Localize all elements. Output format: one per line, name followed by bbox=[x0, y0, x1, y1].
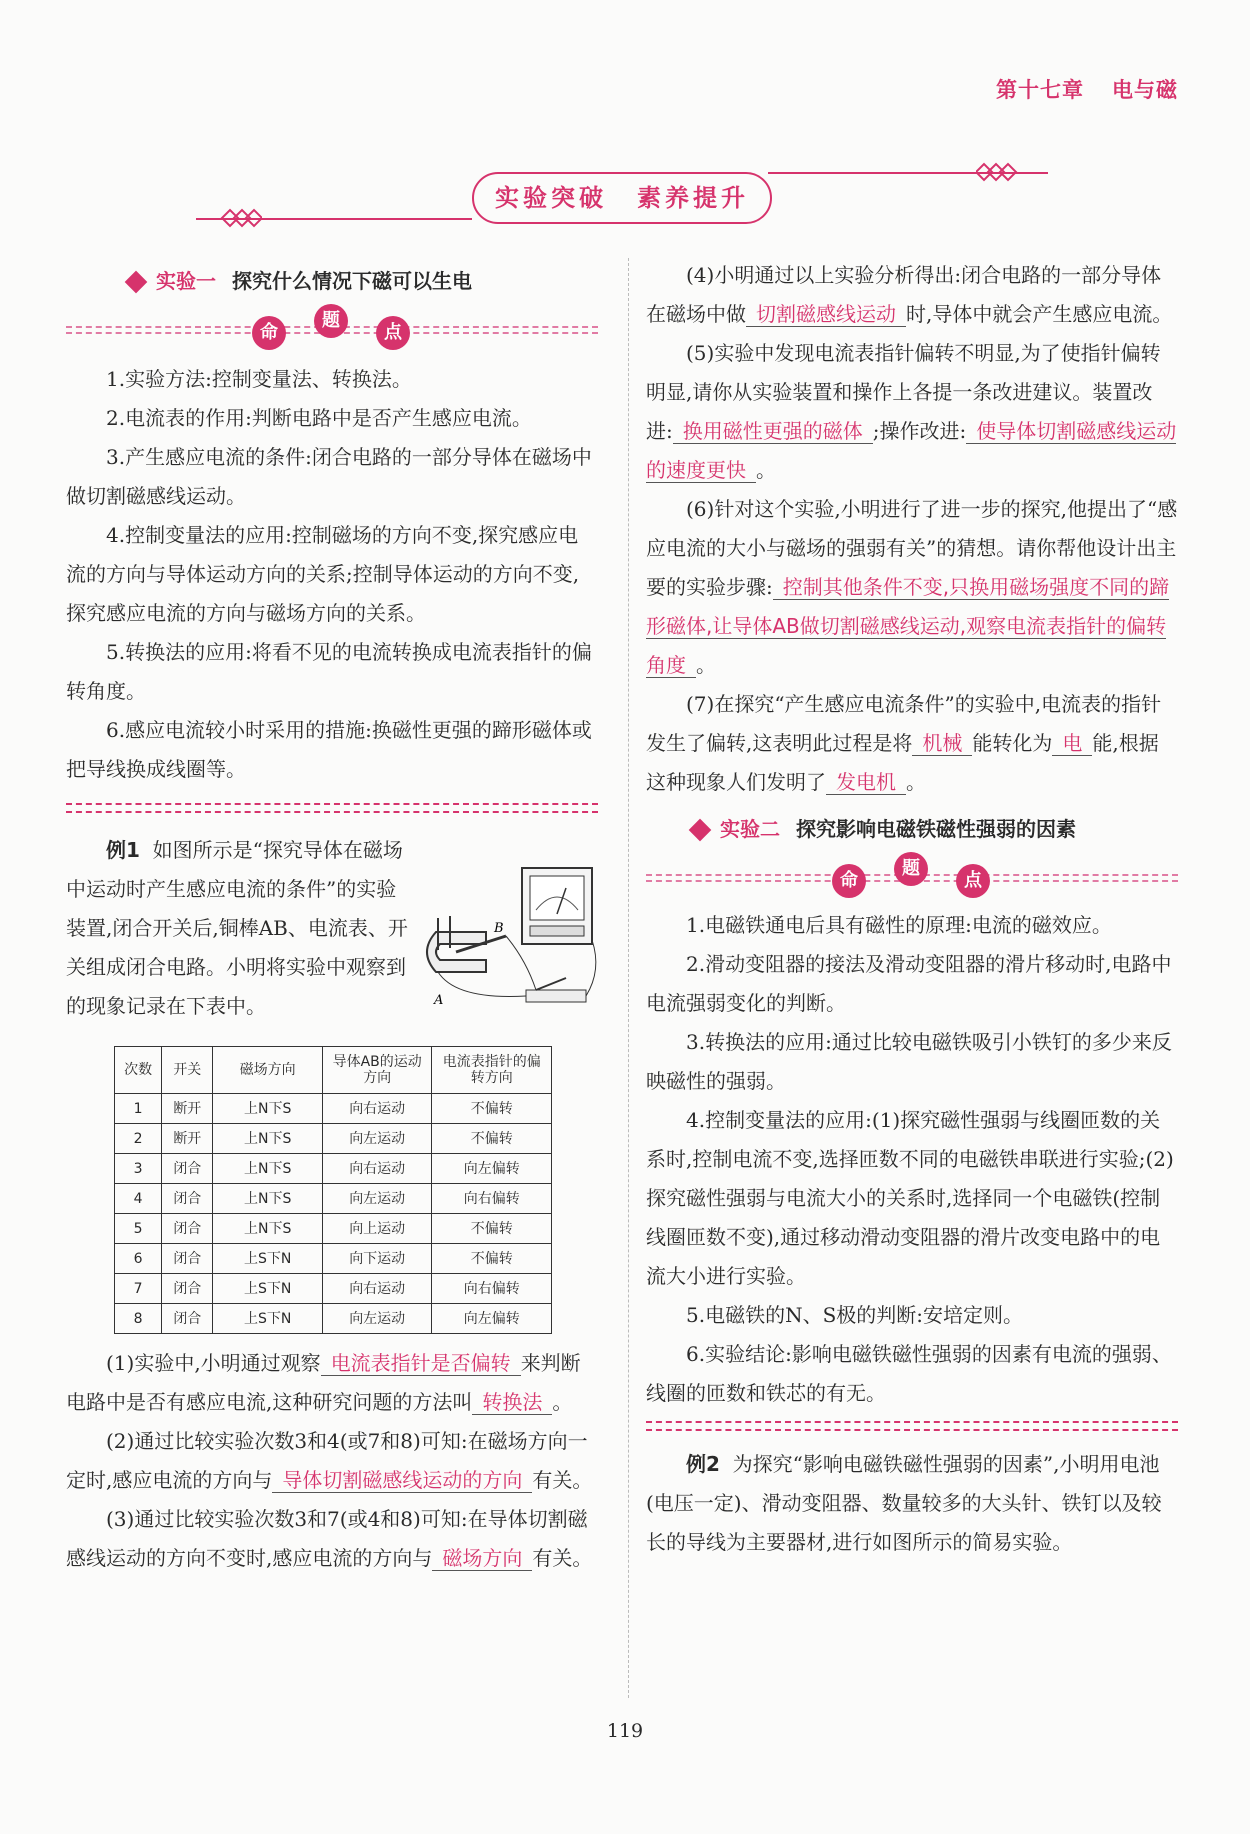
exp1-point: 6.感应电流较小时采用的措施:换磁性更强的蹄形磁体或把导线换成线圈等。 bbox=[66, 718, 592, 781]
exp2-title bbox=[646, 810, 1178, 850]
table-cell: 4 bbox=[115, 1184, 162, 1214]
table-cell: 向右运动 bbox=[322, 1154, 432, 1184]
figure-label-a: A bbox=[434, 993, 444, 1008]
exp1-point: 3.产生感应电流的条件:闭合电路的一部分导体在磁场中做切割磁感线运动。 bbox=[66, 445, 592, 508]
table-header: 开关 bbox=[162, 1047, 213, 1094]
exp1-point: 5.转换法的应用:将看不见的电流转换成电流表指针的偏转角度。 bbox=[66, 640, 592, 703]
table-cell: 3 bbox=[115, 1154, 162, 1184]
q5: (5)实验中发现电流表指针偏转不明显,为了使指针偏转明显,请你从实验装置和操作上各提一条改进建议。装置改进: 换用磁性更强的磁体 ;操作改进: 使导体切割磁感线运动的速度更快 。 bbox=[646, 341, 1177, 482]
table-cell: 5 bbox=[115, 1214, 162, 1244]
exp1-tag: 实验一 bbox=[156, 269, 216, 293]
table-cell: 上N下S bbox=[213, 1184, 323, 1214]
table-row bbox=[115, 1094, 552, 1124]
exp1-title bbox=[66, 262, 598, 302]
exp2-point: 4.控制变量法的应用:(1)探究磁性强弱与线圈匝数的关系时,控制电流不变,选择匝数不同的电磁铁串联进行实验;(2)探究磁性强弱与电流大小的关系时,选择同一个电磁铁(控制线圈匝数不变),通过移动滑动变阻器的滑片改变电路中的电流大小进行实验。 bbox=[646, 1108, 1174, 1288]
chapter-title: 电与磁 bbox=[1112, 78, 1178, 102]
answer: 换用磁性更强的磁体 bbox=[673, 419, 873, 444]
points-end-divider bbox=[66, 803, 598, 805]
exp2-title-text: 探究影响电磁铁磁性强弱的因素 bbox=[796, 817, 1076, 841]
table-row bbox=[115, 1154, 552, 1184]
exp2-points bbox=[646, 906, 1178, 1413]
table-cell: 闭合 bbox=[162, 1154, 213, 1184]
table-row bbox=[115, 1244, 552, 1274]
chapter-header bbox=[996, 74, 1178, 104]
table-row bbox=[115, 1214, 552, 1244]
answer: 电流表指针是否偏转 bbox=[321, 1351, 521, 1376]
point-circle: 命 bbox=[252, 316, 286, 350]
answer: 机械 bbox=[912, 731, 972, 756]
answer: 转换法 bbox=[472, 1390, 552, 1415]
example1-label: 例1 bbox=[106, 838, 140, 862]
q3: (3)通过比较实验次数3和7(或4和8)可知:在导体切割磁感线运动的方向不变时,感应电流的方向与 磁场方向 有关。 bbox=[66, 1507, 593, 1570]
exp1-point: 4.控制变量法的应用:控制磁场的方向不变,探究感应电流的方向与导体运动方向的关系;控制导体运动的方向不变,探究感应电流的方向与磁场方向的关系。 bbox=[66, 523, 580, 625]
experiment-apparatus-figure bbox=[416, 860, 606, 1010]
table-cell: 闭合 bbox=[162, 1244, 213, 1274]
example1-intro bbox=[66, 831, 410, 1026]
example2-text: 为探究“影响电磁铁磁性强弱的因素”,小明用电池(电压一定)、滑动变阻器、数量较多的大头针、铁钉以及较长的导线为主要器材,进行如图所示的简易实验。 bbox=[646, 1452, 1162, 1554]
diamond-icon bbox=[689, 819, 712, 842]
section-banner bbox=[472, 172, 772, 224]
table-cell: 闭合 bbox=[162, 1274, 213, 1304]
answer: 切割磁感线运动 bbox=[746, 302, 906, 327]
table-cell: 上S下N bbox=[213, 1244, 323, 1274]
banner-part2: 素养提升 bbox=[637, 183, 749, 212]
exp2-point: 1.电磁铁通电后具有磁性的原理:电流的磁效应。 bbox=[686, 913, 1112, 937]
table-cell: 闭合 bbox=[162, 1214, 213, 1244]
example1-text: 如图所示是“探究导体在磁场中运动时产生感应电流的条件”的实验装置,闭合开关后,铜棒AB、电流表、开关组成闭合电路。小明将实验中观察到的现象记录在下表中。 bbox=[66, 838, 408, 1018]
table-cell: 上S下N bbox=[213, 1274, 323, 1304]
table-cell: 上N下S bbox=[213, 1214, 323, 1244]
exp2-point: 6.实验结论:影响电磁铁磁性强弱的因素有电流的强弱、线圈的匝数和铁芯的有无。 bbox=[646, 1342, 1172, 1405]
table-cell: 6 bbox=[115, 1244, 162, 1274]
figure-label-b: B bbox=[494, 921, 504, 936]
q7: (7)在探究“产生感应电流条件”的实验中,电流表的指针发生了偏转,这表明此过程是将 机械 能转化为 电 能,根据这种现象人们发明了 发电机 。 bbox=[646, 692, 1162, 794]
table-cell: 闭合 bbox=[162, 1304, 213, 1334]
table-cell: 7 bbox=[115, 1274, 162, 1304]
table-cell: 断开 bbox=[162, 1124, 213, 1154]
table-header: 次数 bbox=[115, 1047, 162, 1094]
table-cell: 向左偏转 bbox=[432, 1154, 552, 1184]
table-cell: 上S下N bbox=[213, 1304, 323, 1334]
table-cell: 不偏转 bbox=[432, 1094, 552, 1124]
answer: 控制其他条件不变,只换用磁场强度不同的蹄形磁体,让导体AB做切割磁感线运动,观察电流表指针的偏转角度 bbox=[646, 575, 1170, 677]
answer: 使导体切割磁感线运动的速度更快 bbox=[646, 419, 1177, 482]
table-cell: 闭合 bbox=[162, 1184, 213, 1214]
table-cell: 不偏转 bbox=[432, 1244, 552, 1274]
q6: (6)针对这个实验,小明进行了进一步的探究,他提出了“感应电流的大小与磁场的强弱有关”的猜想。请你帮他设计出主要的实验步骤: 控制其他条件不变,只换用磁场强度不同的蹄形磁体,让导体AB做切割磁感线运动,观察电流表指针的偏转角度 。 bbox=[646, 497, 1178, 677]
banner-ornament-left-icon bbox=[218, 208, 262, 228]
answer: 导体切割磁感线运动的方向 bbox=[272, 1468, 532, 1493]
exp2-tag: 实验二 bbox=[720, 817, 780, 841]
point-circle: 点 bbox=[376, 316, 410, 350]
table-cell: 向右运动 bbox=[322, 1094, 432, 1124]
exp2-point: 2.滑动变阻器的接法及滑动变阻器的滑片移动时,电路中电流强弱变化的判断。 bbox=[646, 952, 1172, 1015]
table-row bbox=[115, 1304, 552, 1334]
banner-part1: 实验突破 bbox=[495, 183, 607, 212]
table-row bbox=[115, 1124, 552, 1154]
point-circle: 点 bbox=[956, 864, 990, 898]
table-row bbox=[115, 1184, 552, 1214]
table-cell: 向右偏转 bbox=[432, 1274, 552, 1304]
answer: 磁场方向 bbox=[432, 1546, 532, 1571]
example2 bbox=[646, 1445, 1178, 1562]
exp1-point: 1.实验方法:控制变量法、转换法。 bbox=[106, 367, 412, 391]
q4: (4)小明通过以上实验分析得出:闭合电路的一部分导体在磁场中做 切割磁感线运动 时,导体中就会产生感应电流。 bbox=[646, 263, 1173, 326]
exp2-point: 3.转换法的应用:通过比较电磁铁吸引小铁钉的多少来反映磁性的强弱。 bbox=[646, 1030, 1172, 1093]
table-cell: 向下运动 bbox=[322, 1244, 432, 1274]
point-circle: 命 bbox=[832, 864, 866, 898]
table-cell: 上N下S bbox=[213, 1124, 323, 1154]
answer: 发电机 bbox=[826, 770, 906, 795]
table-cell: 8 bbox=[115, 1304, 162, 1334]
point-circle: 题 bbox=[314, 304, 348, 338]
exp2-points-header bbox=[646, 850, 1178, 900]
table-header: 导体AB的运动方向 bbox=[322, 1047, 432, 1094]
table-cell: 向右偏转 bbox=[432, 1184, 552, 1214]
exp1-point: 2.电流表的作用:判断电路中是否产生感应电流。 bbox=[106, 406, 532, 430]
table-cell: 向左运动 bbox=[322, 1124, 432, 1154]
point-circle: 题 bbox=[894, 852, 928, 886]
table-cell: 上N下S bbox=[213, 1094, 323, 1124]
table-cell: 向上运动 bbox=[322, 1214, 432, 1244]
right-column bbox=[646, 256, 1178, 1562]
column-divider bbox=[628, 258, 629, 1698]
table-cell: 向左运动 bbox=[322, 1184, 432, 1214]
table-cell: 向左偏转 bbox=[432, 1304, 552, 1334]
diamond-icon bbox=[125, 271, 148, 294]
table-cell: 上N下S bbox=[213, 1154, 323, 1184]
exp1-points-header bbox=[66, 302, 598, 352]
table-cell: 不偏转 bbox=[432, 1124, 552, 1154]
banner-ornament-right-icon bbox=[976, 162, 1020, 182]
page-number: 119 bbox=[606, 1720, 644, 1742]
example2-label: 例2 bbox=[686, 1452, 720, 1476]
answer: 电 bbox=[1052, 731, 1092, 756]
example1-questions bbox=[66, 1344, 598, 1578]
table-header: 电流表指针的偏转方向 bbox=[432, 1047, 552, 1094]
points-end-divider bbox=[646, 1421, 1178, 1423]
example1-table bbox=[114, 1046, 552, 1334]
q1: (1)实验中,小明通过观察 电流表指针是否偏转 来判断电路中是否有感应电流,这种研究问题的方法叫 转换法 。 bbox=[66, 1351, 581, 1414]
exp1-title-text: 探究什么情况下磁可以生电 bbox=[232, 269, 472, 293]
exp1-points bbox=[66, 360, 598, 789]
exp2-point: 5.电磁铁的N、S极的判断:安培定则。 bbox=[686, 1303, 1024, 1327]
table-cell: 断开 bbox=[162, 1094, 213, 1124]
table-header: 磁场方向 bbox=[213, 1047, 323, 1094]
table-cell: 1 bbox=[115, 1094, 162, 1124]
table-cell: 向左运动 bbox=[322, 1304, 432, 1334]
table-cell: 向右运动 bbox=[322, 1274, 432, 1304]
chapter-number: 第十七章 bbox=[996, 78, 1084, 102]
q2: (2)通过比较实验次数3和4(或7和8)可知:在磁场方向一定时,感应电流的方向与 导体切割磁感线运动的方向 有关。 bbox=[66, 1429, 593, 1492]
table-cell: 不偏转 bbox=[432, 1214, 552, 1244]
table-row bbox=[115, 1274, 552, 1304]
table-cell: 2 bbox=[115, 1124, 162, 1154]
